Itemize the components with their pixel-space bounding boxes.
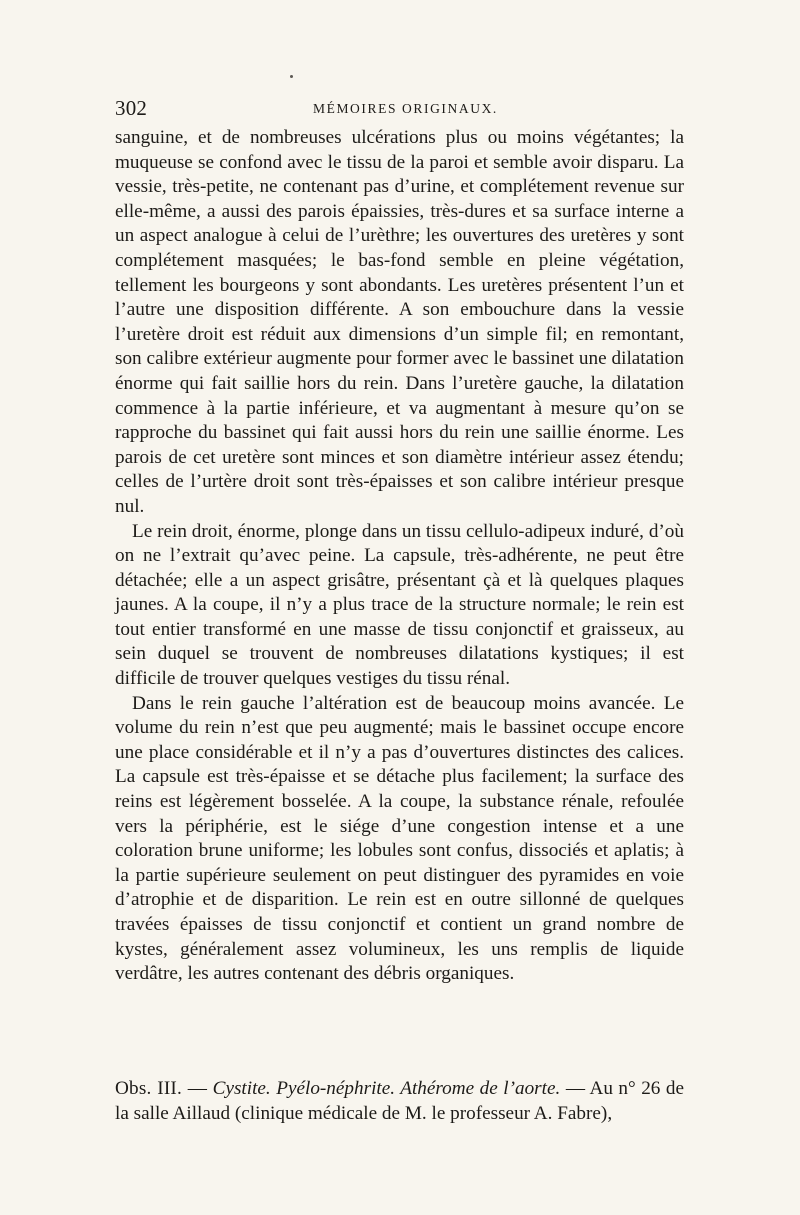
page-number: 302 [115,96,148,120]
paragraph-2: Le rein droit, énorme, plonge dans un tissu cellulo-adipeux induré, d’où on ne l’extrait qu’avec peine. La capsule, très-adhérente, ne peut être détachée; elle a un aspect grisâtre, présentant çà et là quelques plaques jaunes. A la coupe, il n’y a plus trace de la structure normale; le rein est tout entier transformé en une masse de tissu conjonctif et graisseux, au sein duquel se trouvent de nombreuses dilatations kystiques; il est difficile de trouver quelques vestiges du tissu rénal. [115,520,684,690]
observation-title: Cystite. Pyélo-néphrite. Athérome de l’aorte. [212,1078,561,1099]
observation-label: Obs. III. — [115,1078,208,1099]
paragraph-3: Dans le rein gauche l’altération est de beaucoup moins avancée. Le volume du rein n’est que peu augmenté; mais le bassinet occupe encore une place considérable et il n’y a pas d’ouvertures distinctes des calices. La capsule est très-épaisse et se détache plus facilement; la surface des reins est légèrement bosselée. A la coupe, la substance rénale, refoulée vers la périphérie, est le siége d’une congestion intense et a une coloration brune uniforme; les lobules sont confus, dissociés et aplatis; à la partie supérieure seulement on peut distinguer des pyramides en voie d’atrophie et de disparition. Le rein est en outre sillonné de quelques travées épaisses de tissu conjonctif et contient un grand nombre de kystes, généralement assez volumineux, les uns remplis de liquide verdâtre, les autres contenant des débris organiques. [115,692,684,985]
page-header [115,96,685,126]
body-text [115,126,684,987]
page-mark [290,75,293,78]
observation-paragraph [115,1077,684,1126]
running-title: MÉMOIRES ORIGINAUX. [313,101,498,116]
paragraph-1: sanguine, et de nombreuses ulcérations plus ou moins végétantes; la muqueuse se confond avec le tissu de la paroi et semble avoir disparu. La vessie, très-petite, ne contenant pas d’urine, et complétement revenue sur elle-même, a aussi des parois épaissies, très-dures et sa surface interne a un aspect analogue à celui de l’urèthre; les ouvertures des uretères y sont complétement masquées; le bas-fond semble en pleine végétation, tellement les bourgeons y sont abondants. Les uretères présentent l’un et l’autre une disposition différente. A son embouchure dans la vessie l’uretère droit est réduit aux dimensions d’un simple fil; en remontant, son calibre extérieur augmente pour former avec le bassinet une dilatation énorme qui fait saillie hors du rein. Dans l’uretère gauche, la dilatation commence à la partie inférieure, et va augmentant à mesure qu’on se rapproche du bassinet qui fait aussi hors du rein une saillie énorme. Les parois de cet uretère sont minces et son diamètre intérieur assez étendu; celles de l’urtère droit sont très-épaisses et son calibre intérieur presque nul. [115,127,684,517]
observation-text: — Au n° 26 de la salle Aillaud (clinique médicale de M. le professeur A. Fabre), [115,1078,685,1124]
